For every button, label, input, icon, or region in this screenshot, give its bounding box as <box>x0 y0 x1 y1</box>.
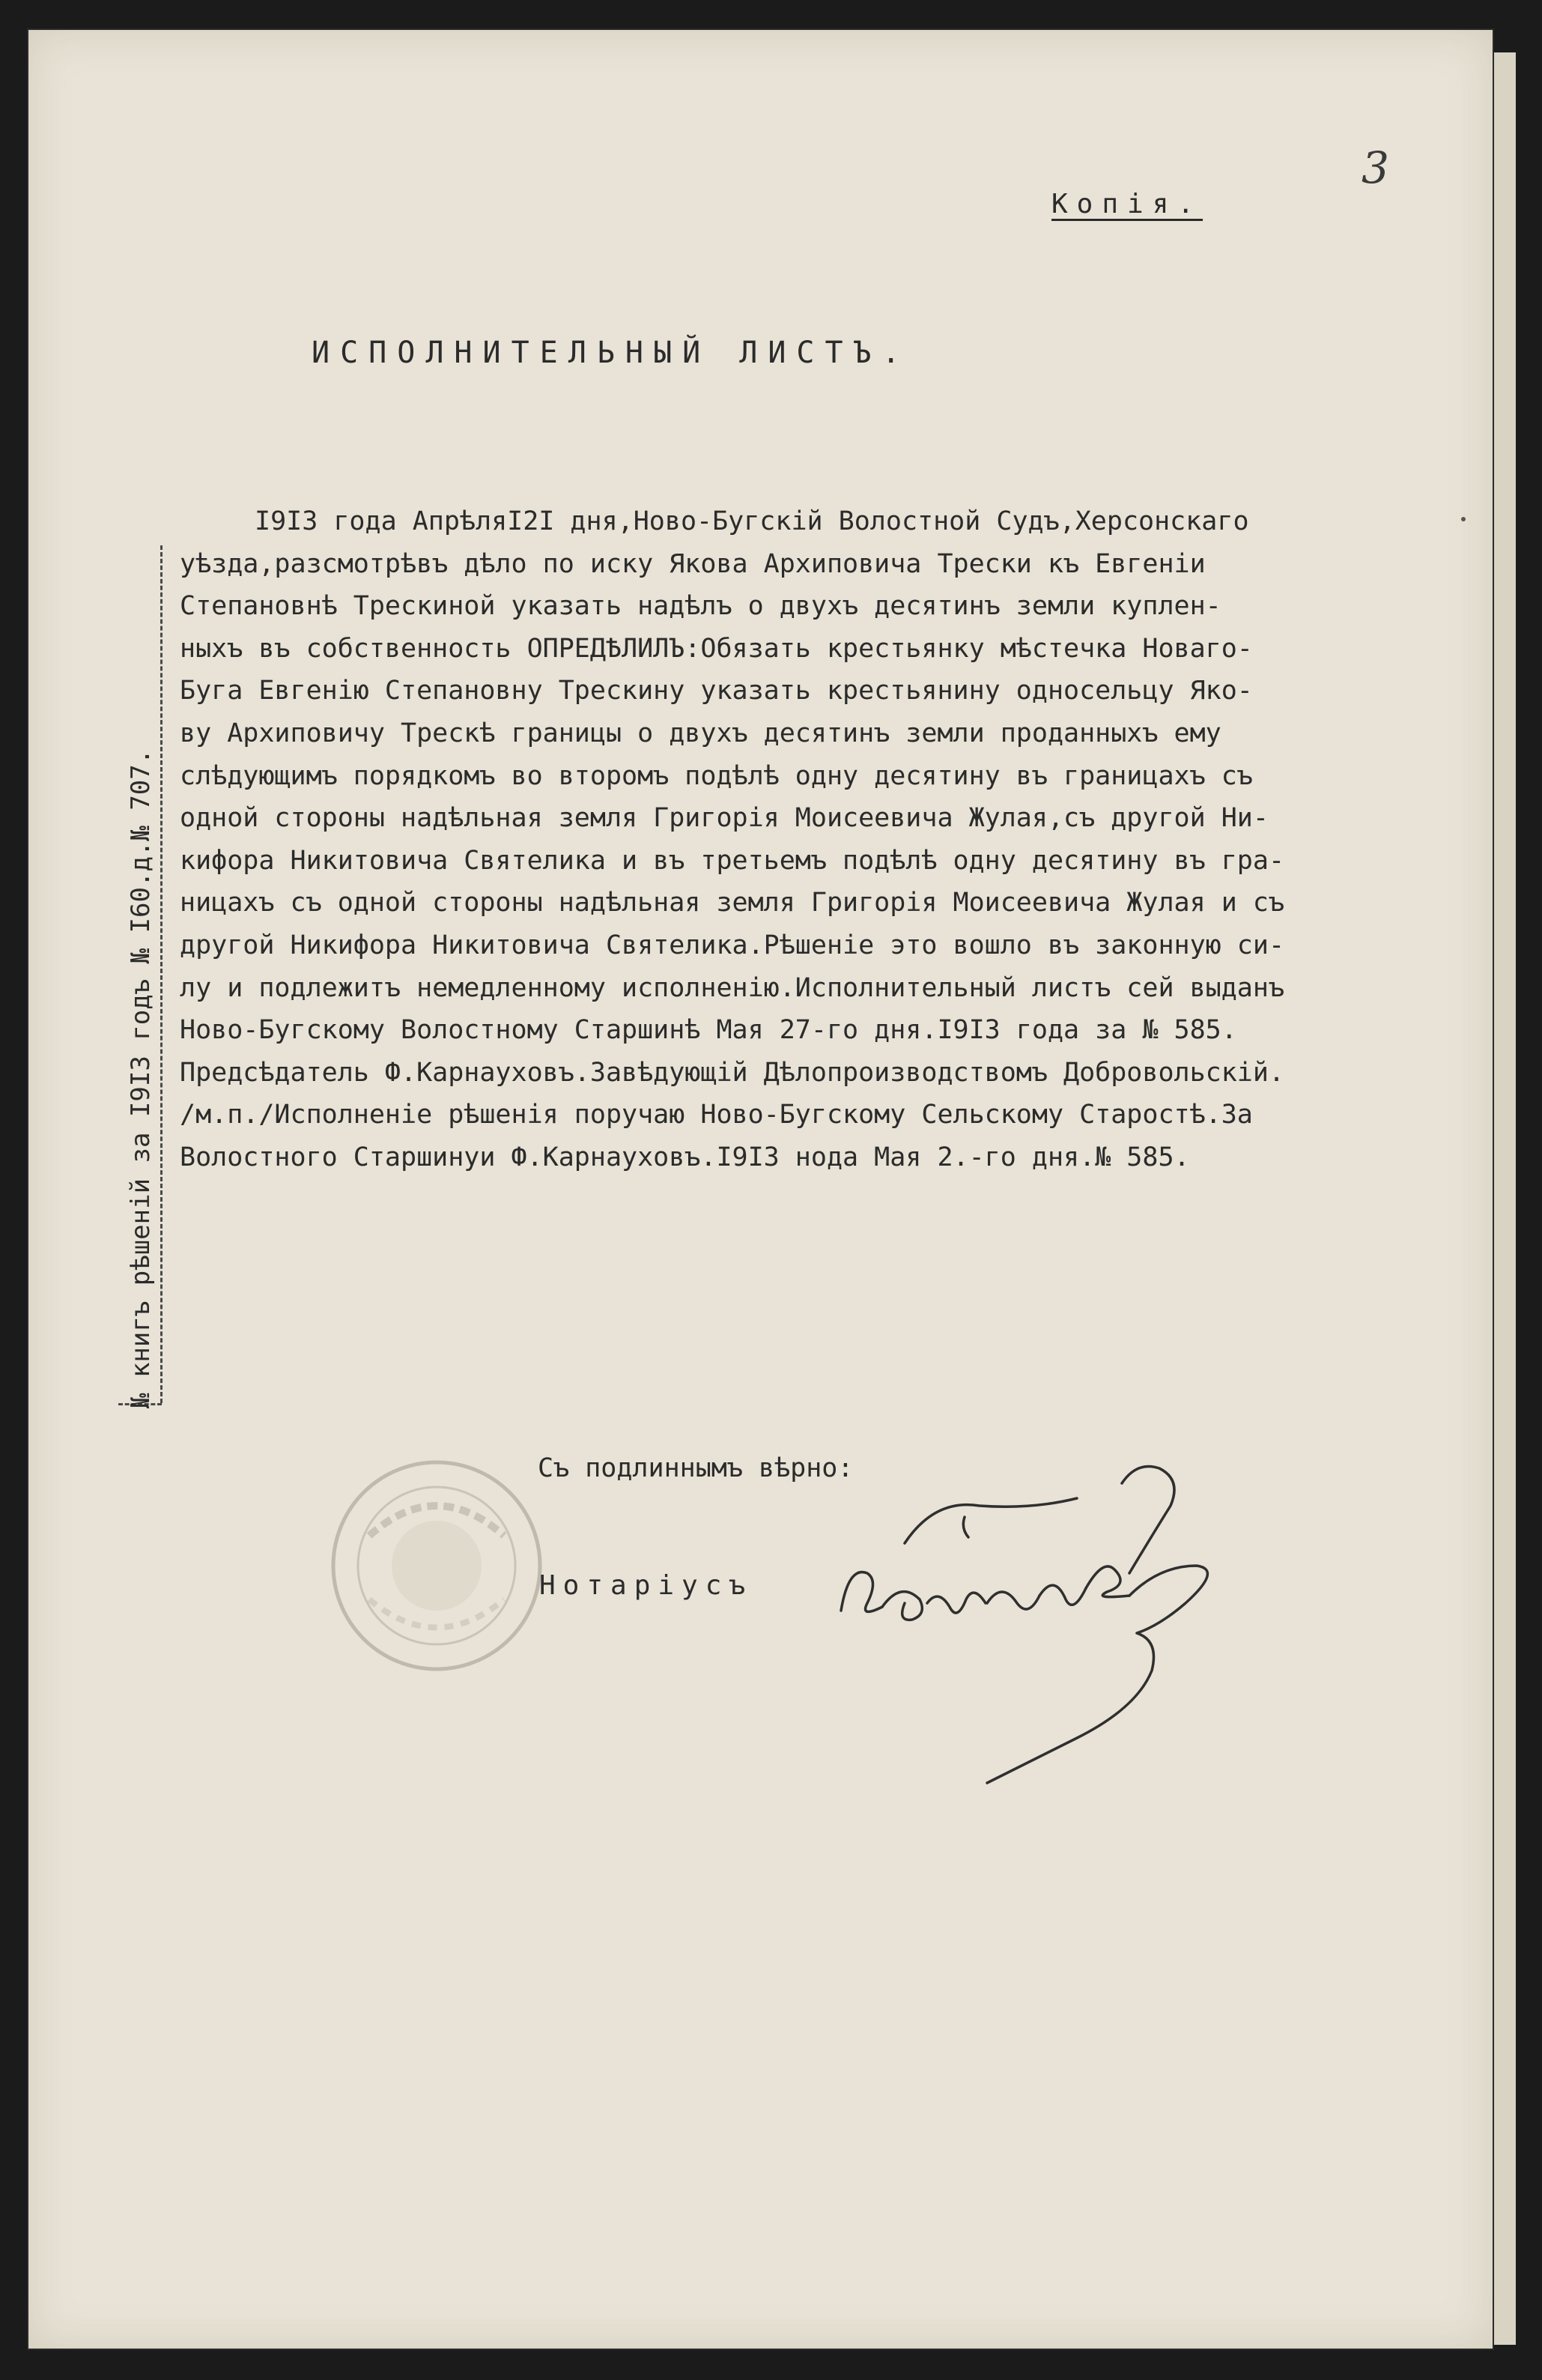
body-line: /м.п./Исполненiе рѣшенiя поручаю Ново-Бугскому Сельскому Старостѣ.За <box>180 1100 1253 1130</box>
body-line: Волостного Старшинуи Ф.Карнауховъ.I9I3 нода Мая 2.-го дня.№ 585. <box>180 1142 1190 1172</box>
page-number: 3 <box>1362 142 1389 193</box>
body-text <box>180 500 1468 1179</box>
margin-rule <box>160 545 163 1403</box>
body-line: слѣдующимъ порядкомъ во второмъ подѣлѣ одну десятину въ границахъ съ <box>180 760 1253 791</box>
body-line: Ново-Бугскому Волостному Старшинѣ Мая 27-го дня.I9I3 года за № 585. <box>180 1015 1237 1046</box>
signature-icon <box>807 1453 1227 1843</box>
document-page <box>28 30 1493 2349</box>
body-line: ницахъ съ одной стороны надѣльная земля Григорiя Моисеевича Жулая и съ <box>180 888 1285 918</box>
margin-note: № книгъ рѣшенiй за I9I3 годъ № I60.д.№ 707. <box>126 748 156 1408</box>
body-line: Степановнѣ Трескиной указать надѣлъ о двухъ десятинъ земли куплен- <box>180 591 1221 622</box>
body-line: другой Никифора Никитовича Святелика.Рѣшенiе это вошло въ законную си- <box>180 930 1285 960</box>
notary-label: Нотарiусъ <box>539 1570 753 1601</box>
body-line: одной стороны надѣльная земля Григорiя Моисеевича Жулая,съ другой Ни- <box>180 803 1269 834</box>
copy-label: Копiя. <box>1051 189 1203 219</box>
body-line: уѣзда,разсмотрѣвъ дѣло по иску Якова Архиповича Трески къ Евгенiи <box>180 548 1206 579</box>
body-line: кифора Никитовича Святелика и въ третьемъ подѣлѣ одну десятину въ гра- <box>180 845 1285 876</box>
body-line: Предсѣдатель Ф.Карнауховъ.Завѣдующiй Дѣлопроизводствомъ Добровольскiй. <box>180 1057 1285 1088</box>
faded-stamp-icon <box>324 1453 549 1678</box>
body-line: I9I3 года АпрѣляI2I дня,Ново-Бугскiй Волостной Судъ,Херсонскаго <box>255 506 1249 536</box>
body-line: Буга Евгенiю Степановну Трескину указать крестьянину односельцу Яко- <box>180 676 1253 706</box>
body-line: лу и подлежитъ немедленному исполненiю.Исполнительный листъ сей выданъ <box>180 972 1285 1003</box>
body-line: ву Архиповичу Трескѣ границы о двухъ десятинъ земли проданныхъ ему <box>180 718 1221 748</box>
body-line: ныхъ въ собственность ОПРЕДѢЛИЛЪ:Обязать крестьянку мѣстечка Новаго- <box>180 633 1253 664</box>
document-title: ИСПОЛНИТЕЛЬНЫЙ ЛИСТЪ. <box>312 336 911 370</box>
certification-line: Съ подлиннымъ вѣрно: <box>538 1453 854 1483</box>
